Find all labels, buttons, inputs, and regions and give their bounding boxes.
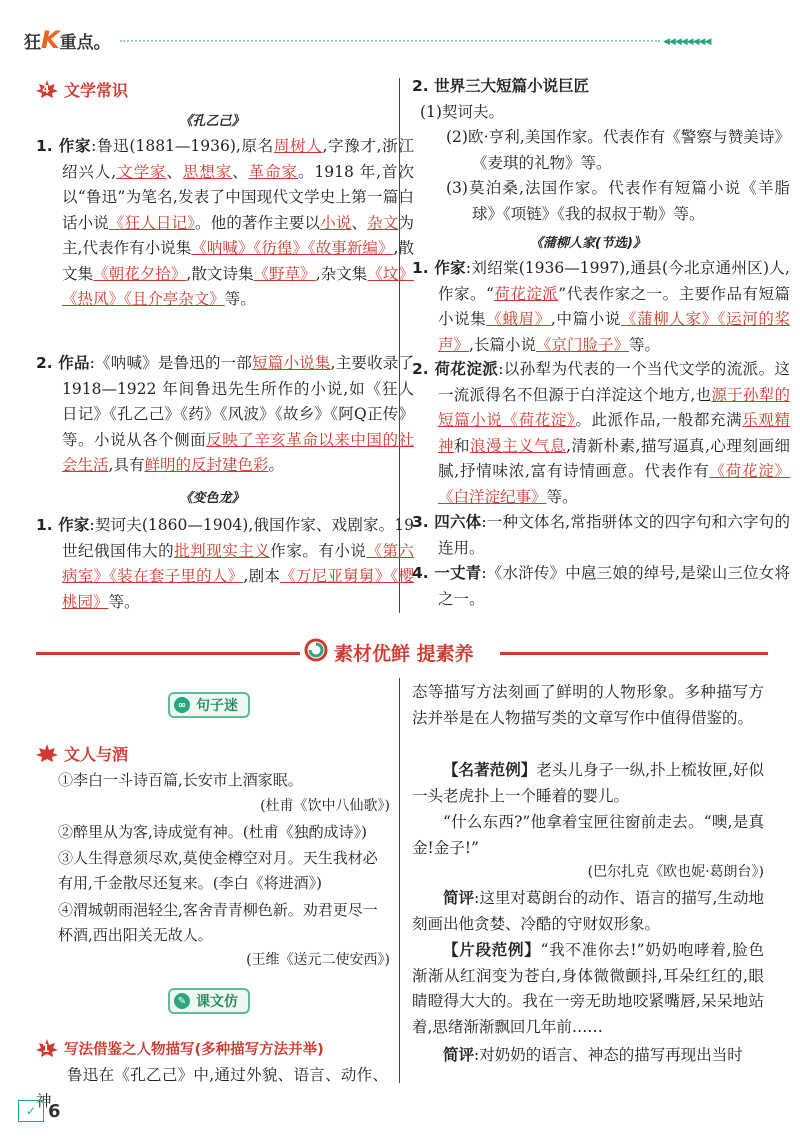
header-divider [120,40,660,42]
example-classic: 【名著范例】老头儿身子一纵,扑上梳妆匣,好似一头老虎扑上一个睡着的婴儿。 [412,761,764,805]
example-fragment: 【片段范例】“我不准你去!”奶奶咆哮着,脸色渐渐从红润变为苍白,身体微微颤抖,耳朵红红的,眼睛瞪得大大的。我在一旁无助地咬紧嘴唇,呆呆地站着,思绪渐渐飘回几年前…… [412,941,764,1036]
poem-line-1: ①李白一斗诗百篇,长安市上酒家眠。 [58,771,303,789]
poem-source-4: (王维《送元二使安西》) [246,952,390,968]
section-heading-wine: 文人与酒 [36,742,128,765]
badge-icon: ✎ [174,993,190,1009]
paragraph-hehuadian-school: 2. 荷花淀派:以孙犁为代表的一个当代文学的流派。这一流派得名不但源于白洋淀这个地方,也源于孙犁的短篇小说《荷花淀》。此派作品,一般都充满乐观精神和浪漫主义气息,清新朴素,描写逼真,心理刻画细腻,抒情味浓,富有诗情画意。代表作有《荷花淀》《白洋淀纪事》等。 [412,360,790,506]
heading-three-masters: 2. 世界三大短篇小说巨匠 [412,77,590,95]
banner-rule-right [500,652,768,655]
tag-juzimi: ∞ 句子迷 [168,692,250,718]
section-heading-literature: 4 文学常识 [36,78,128,101]
poem-line-3: ③人生得意须尽欢,莫使金樽空对月。天生我材必有用,千金散尽还复来。(李白《将进酒》) [58,849,378,892]
paragraph-siliuti: 3. 四六体:一种文体名,常指骈体文的四字句和六字句的连用。 [412,513,790,557]
example-classic-quote: “什么东西?”他拿着宝匣往窗前走去。“噢,是真金!金子!” [412,813,764,857]
section-heading-writing: 1 写法借鉴之人物描写(多种描写方法并举) [36,1038,324,1059]
maple-leaf-icon: 1 [36,1039,58,1059]
leaf-logo-icon: ✓ [18,1100,44,1122]
section-banner: 素材优鲜 提素养 [304,638,474,667]
subtitle-bianselong: 《变色龙》 [179,491,245,506]
comment-1: 简评:这里对葛朗台的动作、语言的描写,生动地刻画出他贪婪、冷酷的守财奴形象。 [412,889,764,933]
maple-leaf-icon [36,744,58,764]
poem-source-1: (杜甫《饮中八仙歌》) [260,798,390,814]
list-item-maupassant: (3)莫泊桑,法国作家。代表作有短篇小说《羊脂球》《项链》《我的叔叔于勒》等。 [446,179,790,223]
paragraph-writing-intro: 鲁迅在《孔乙己》中,通过外貌、语言、动作、神 [36,1066,388,1110]
list-item-ohenry: (2)欧·亨利,美国作家。代表作有《警察与赞美诗》《麦琪的礼物》等。 [446,128,790,172]
subtitle-kongyiji: 《孔乙己》 [179,114,245,129]
paragraph-yizhangqing: 4. 一丈青:《水浒传》中扈三娘的绰号,是梁山三位女将之一。 [412,564,790,608]
column-divider [399,678,400,1083]
swirl-icon [304,638,328,667]
comment-2: 简评:对奶奶的语言、神态的描写再现出当时 [443,1046,743,1064]
list-item-chekhov: (1)契诃夫。 [420,103,504,121]
arrows-decoration: ◀◀◀◀◀◀◀◀ [663,37,711,47]
subtitle-puliurenjia: 《蒲柳人家(节选)》 [530,236,646,251]
poem-line-4: ④渭城朝雨浥轻尘,客舍青青柳色新。劝君更尽一杯酒,西出阳关无故人。 [58,901,378,944]
paragraph-author-liushaotang: 1. 作家:刘绍棠(1936—1997),通县(今北京通州区)人,作家。“荷花淀派”代表作家之一。主要作品有短篇小说集《蛾眉》,中篇小说《蒲柳人家》《运河的桨声》,长篇小说《京门脸子》等。 [412,259,790,354]
page-footer [18,1100,61,1122]
banner-rule-left [36,652,300,655]
paragraph-author-chekhov: 1. 作家:契诃夫(1860—1904),俄国作家、戏剧家。19 世纪俄国伟大的批判现实主义作家。有小说《第六病室》《装在套子里的人》,剧本《万尼亚舅舅》《樱桃园》等。 [36,516,414,611]
paragraph-work-nahan: 2. 作品:《呐喊》是鲁迅的一部短篇小说集,主要收录了 1918—1922 年间鲁迅先生所作的小说,如《狂人日记》《孔乙己》《药》《风波》《故乡》《阿Q正传》等。小说从各个侧面反映了辛亥革命以来中国的社会生活,具有鲜明的反封建色彩。 [36,354,414,474]
tag-kewenfang: ✎ 课文仿 [168,988,250,1014]
page-number: 6 [48,1100,61,1122]
poem-line-2: ②醉里从为客,诗成觉有神。(杜甫《独酌成诗》) [58,823,367,841]
paragraph-author-luxun: 1. 作家:鲁迅(1881—1936),原名周树人,字豫才,浙江绍兴人,文学家、思想家、革命家。1918 年,首次以“鲁迅”为笔名,发表了中国现代文学史上第一篇白话小说《狂人日记》。他的著作主要以小说、杂文为主,代表作有小说集《呐喊》《彷徨》《故事新编》,散文集《朝花夕拾》,散文诗集《野草》,杂文集《坟》《热风》《且介亭杂文》等。 [36,137,414,308]
link-icon: ∞ [174,697,190,713]
maple-leaf-icon: 4 [36,80,58,100]
book-logo: 狂K重点。 [24,26,111,54]
example-classic-source: (巴尔扎克《欧也妮·葛朗台》) [587,864,764,880]
paragraph-writing-cont: 态等描写方法刻画了鲜明的人物形象。多种描写方法并举是在人物描写类的文章写作中值得借鉴的。 [412,683,764,727]
